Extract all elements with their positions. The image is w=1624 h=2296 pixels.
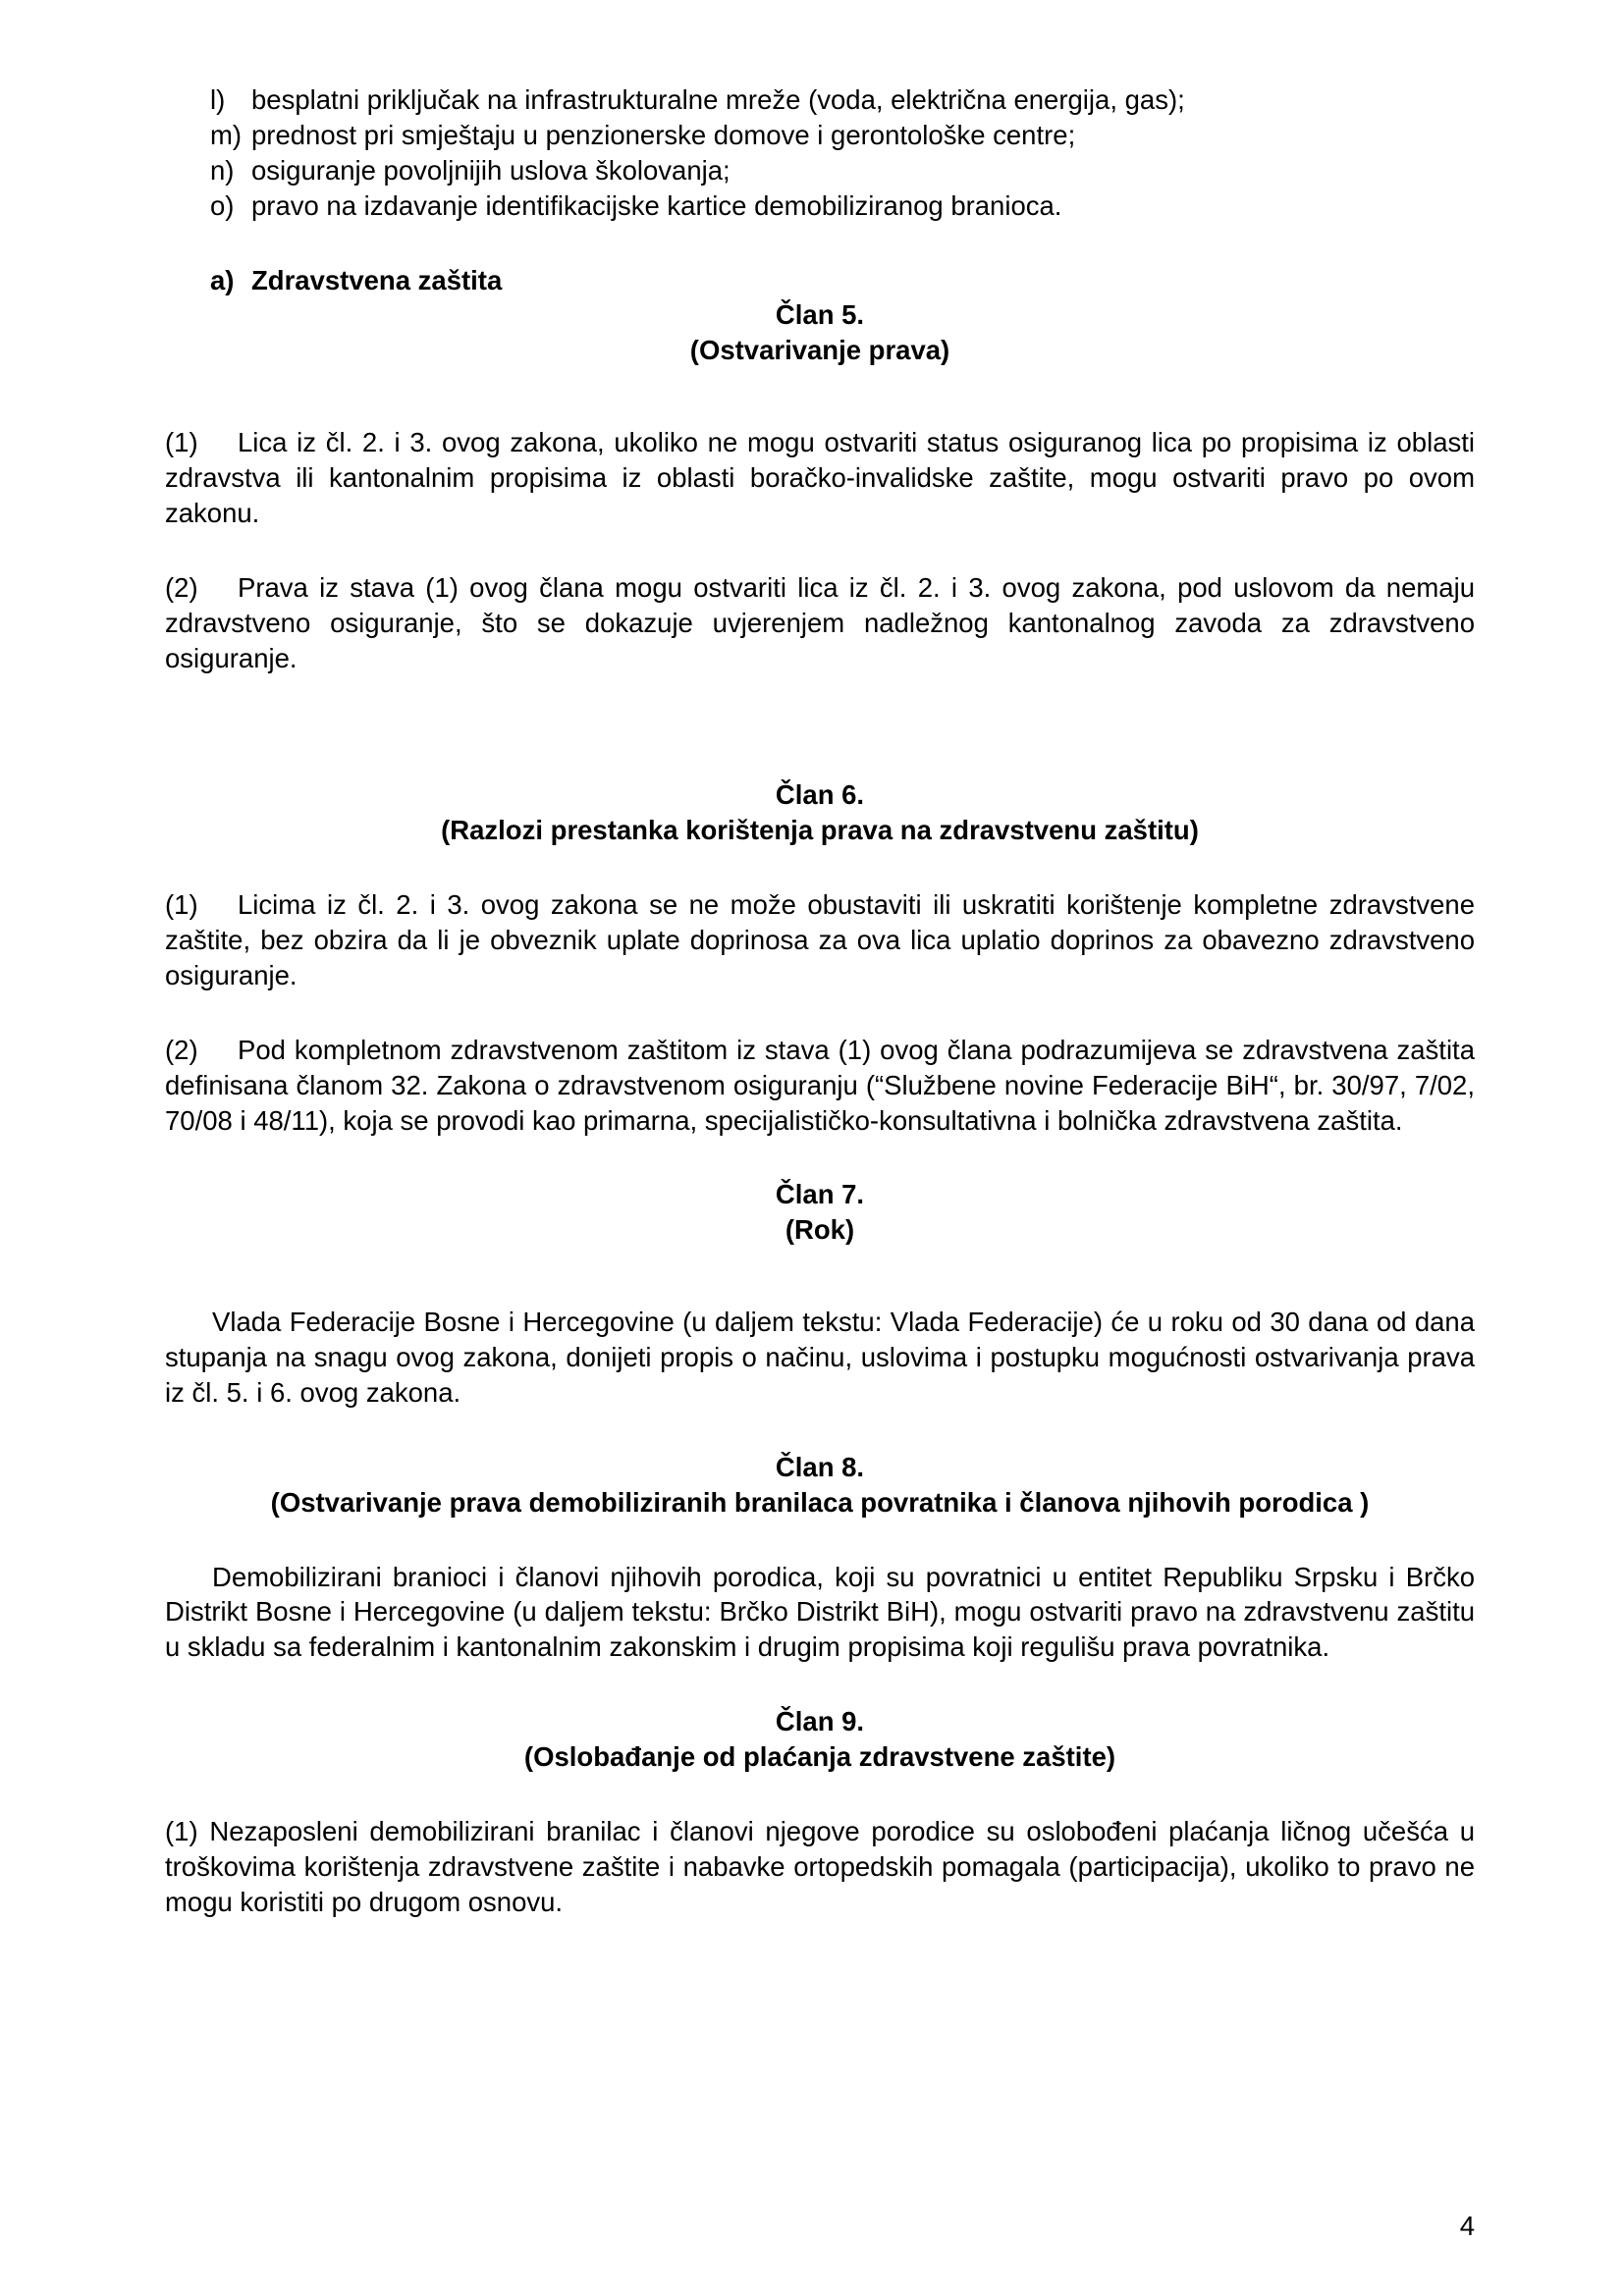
list-item-marker: l) (210, 84, 226, 115)
paragraph-number: (1) (165, 427, 198, 458)
list-item (210, 153, 1475, 188)
list-item (210, 118, 1475, 153)
section-heading-zdravstvena-zastita (210, 263, 1475, 298)
paragraph-number: (2) (165, 1034, 198, 1065)
paragraph-8-1 (165, 1560, 1475, 1666)
rights-list (210, 82, 1475, 224)
paragraph-text: Prava iz stava (1) ovog člana mogu ostvariti lica iz čl. 2. i 3. ovog zakona, pod uslovom da nemaju zdravstveno osiguranje, što se dokazuje uvjerenjem nadležnog kantonalnog zavoda za zdravstveno osiguranje. (165, 571, 1475, 673)
list-item-label: pravo na izdavanje identifikacijske kartice demobiliziranog branioca. (251, 189, 1062, 221)
article-subtitle-8: (Ostvarivanje prava demobiliziranih branilaca povratnika i članova njihovih porodica ) (270, 1486, 1370, 1518)
paragraph-number: (1) (165, 889, 198, 921)
list-item-label: osiguranje povoljnijih uslova školovanja; (251, 154, 731, 186)
paragraph-number: (2) (165, 571, 198, 603)
paragraph-6-1 (165, 887, 1475, 993)
article-title-5: Član 5. (775, 299, 865, 331)
list-item (210, 82, 1475, 118)
paragraph-text: Demobilizirani branioci i članovi njihovih porodica, koji su povratnici u entitet Republiku Srpsku i Brčko Distrikt Bosne i Hercegovine (u daljem tekstu: Brčko Distrikt BiH), mogu ostvariti pravo na zdravstvenu zaštitu u skladu sa federalnim i kantonalnim zakonskim i drugim propisima koji regulišu prava povratnika. (165, 1561, 1475, 1663)
article-title-9: Član 9. (775, 1706, 865, 1737)
article-title-7: Član 7. (775, 1179, 865, 1210)
article-subtitle-9: (Oslobađanje od plaćanja zdravstvene zaštite) (523, 1741, 1116, 1772)
paragraph-6-2 (165, 1033, 1475, 1139)
article-title-8: Član 8. (775, 1451, 865, 1482)
paragraph-text: Vlada Federacije Bosne i Hercegovine (u daljem tekstu: Vlada Federacije) će u roku od 30 dana od dana stupanja na snagu ovog zakona, donijeti propis o načinu, uslovima i postupku mogućnosti ostvarivanja prava iz čl. 5. i 6. ovog zakona. (165, 1307, 1475, 1408)
paragraph-7-1 (165, 1305, 1475, 1411)
paragraph-5-1 (165, 425, 1475, 531)
paragraph-number: (1) (165, 1815, 198, 1846)
list-item-marker: m) (210, 119, 243, 150)
article-subtitle-7: (Rok) (785, 1214, 855, 1246)
article-title-6: Član 6. (775, 779, 865, 811)
paragraph-5-2 (165, 570, 1475, 676)
article-subtitle-5: (Ostvarivanje prava) (689, 335, 950, 366)
section-heading-marker: a) (210, 264, 235, 295)
paragraph-text: Licima iz čl. 2. i 3. ovog zakona se ne može obustaviti ili uskratiti korištenje kompletne zdravstvene zaštite, bez obzira da li je obveznik uplate doprinosa za ova lica uplatio doprinos za obavezno zdravstveno osiguranje. (165, 889, 1475, 990)
page-content (165, 82, 1475, 1920)
list-item-label: prednost pri smještaju u penzionerske domove i gerontološke centre; (251, 119, 1076, 150)
list-item-label: besplatni priključak na infrastrukturalne mreže (voda, električna energija, gas); (251, 84, 1185, 115)
list-item-marker: o) (210, 189, 235, 221)
paragraph-text: Lica iz čl. 2. i 3. ovog zakona, ukoliko ne mogu ostvariti status osiguranog lica po propisima iz oblasti zdravstva ili kantonalnim propisima iz oblasti boračko-invalidske zaštite, mogu ostvariti pravo po ovom zakonu. (165, 427, 1475, 528)
article-subtitle-6: (Razlozi prestanka korištenja prava na zdravstvenu zaštitu) (441, 815, 1199, 846)
section-heading-label: Zdravstvena zaštita (251, 264, 503, 295)
paragraph-9-1 (165, 1814, 1475, 1920)
list-item (210, 188, 1475, 224)
list-item-marker: n) (210, 154, 235, 186)
page-number: 4 (1459, 2210, 1475, 2241)
paragraph-text: Pod kompletnom zdravstvenom zaštitom iz stava (1) ovog člana podrazumijeva se zdravstvena zaštita definisana članom 32. Zakona o zdravstvenom osiguranju (“Službene novine Federacije BiH“, br. 30/97, 7/02, 70/08 i 48/11), koja se provodi kao primarna, specijalističko-konsultativna i bolnička zdravstvena zaštita. (165, 1034, 1475, 1136)
paragraph-text: Nezaposleni demobilizirani branilac i članovi njegove porodice su oslobođeni plaćanja ličnog učešća u troškovima korištenja zdravstvene zaštite i nabavke ortopedskih pomagala (participacija), ukoliko to pravo ne mogu koristiti po drugom osnovu. (165, 1815, 1475, 1917)
